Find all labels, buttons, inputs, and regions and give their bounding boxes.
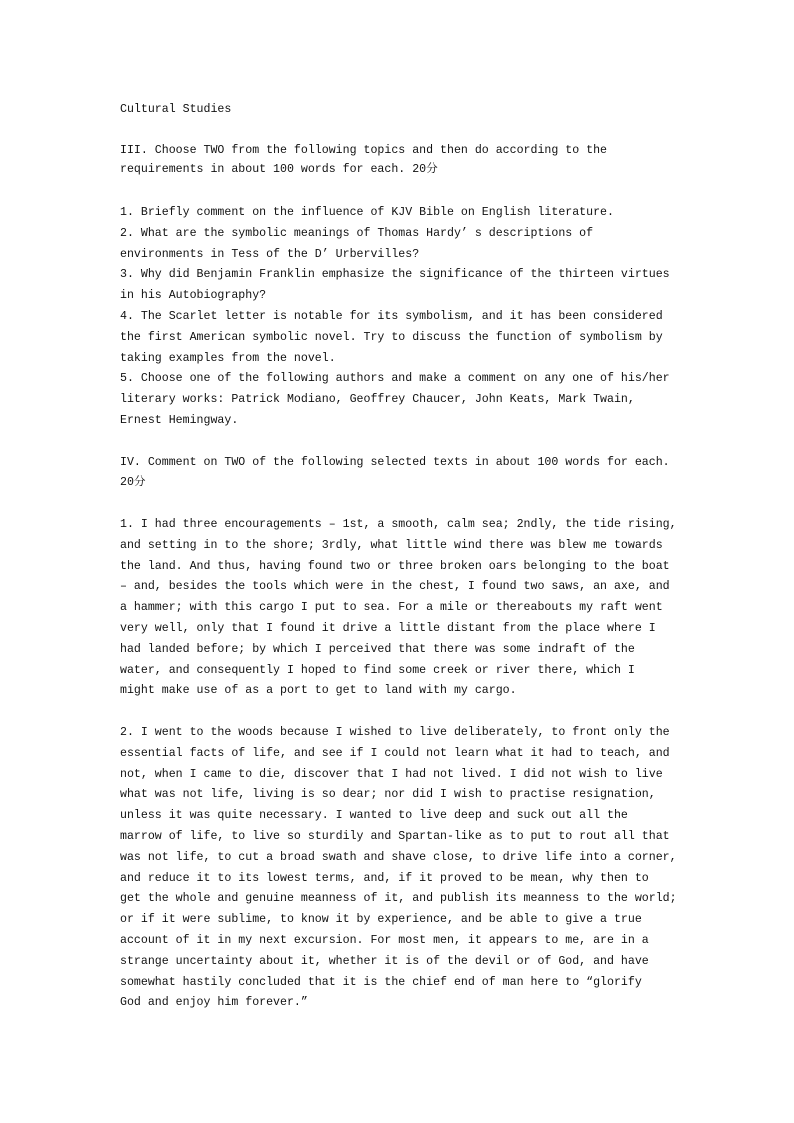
text2-line: unless it was quite necessary. I wanted to live deep and suck out all the [120,809,628,823]
text1-line: had landed before; by which I perceived that there was some indraft of the [120,642,635,656]
section-iv-heading-line-1: IV. Comment on TWO of the following selected texts in about 100 words for each. [120,455,670,469]
text2-line: somewhat hastily concluded that it is the chief end of man here to “glorify [120,975,642,989]
text1-line: the land. And thus, having found two or three broken oars belonging to the boat [120,559,670,573]
text1-line: water, and consequently I hoped to find some creek or river there, which I [120,663,635,677]
topic-line: literary works: Patrick Modiano, Geoffrey Chaucer, John Keats, Mark Twain, [120,393,635,407]
topic-line: 1. Briefly comment on the influence of KJV Bible on English literature. [120,206,614,219]
topic-line: 5. Choose one of the following authors and make a comment on any one of his/her [120,372,670,386]
topic-line: Ernest Hemingway. [120,414,239,427]
topic-line: 4. The Scarlet letter is notable for its symbolism, and it has been considered [120,310,663,323]
text2-line: what was not life, living is so dear; nor did I wish to practise resignation, [120,788,656,802]
section-iii-heading-line-1: III. Choose TWO from the following topics and then do according to the [120,144,608,157]
text2-line: account of it in my next excursion. For most men, it appears to me, are in a [120,934,649,947]
topic-line: 3. Why did Benjamin Franklin emphasize the significance of the thirteen virtues [120,268,670,282]
section-iv-heading-line-2: 20分 [120,476,146,490]
section-iii-heading-line-2: requirements in about 100 words for each. 20分 [120,163,438,176]
topic-line: in his Autobiography? [120,289,267,303]
text2-line: was not life, to cut a broad swath and shave close, to drive life into a corner, [120,850,677,864]
text1-line: a hammer; with this cargo I put to sea. For a mile or thereabouts my raft went [120,601,663,615]
text2-line: 2. I went to the woods because I wished to live deliberately, to front only the [120,726,670,739]
topic-line: the first American symbolic novel. Try to discuss the function of symbolism by [120,330,663,344]
topic-line: taking examples from the novel. [120,351,336,365]
text1-line: – and, besides the tools which were in the chest, I found two saws, an axe, and [120,580,670,594]
text2-line: strange uncertainty about it, whether it is of the devil or of God, and have [120,954,649,968]
text2-line: marrow of life, to live so sturdily and Spartan-like as to put to rout all that [120,830,670,843]
text1-line: very well, only that I found it drive a little distant from the place where I [120,622,656,635]
text2-line: not, when I came to die, discover that I had not lived. I did not wish to live [120,767,663,781]
document-title: Cultural Studies [120,103,232,116]
text1-line: might make use of as a port to get to land with my cargo. [120,684,517,698]
text1-line: 1. I had three encouragements – 1st, a smooth, calm sea; 2ndly, the tide rising, [120,518,677,531]
topic-line: 2. What are the symbolic meanings of Thomas Hardy’ s descriptions of [120,226,594,240]
text2-line: or if it were sublime, to know it by experience, and be able to give a true [120,913,642,927]
topic-line: environments in Tess of the D’ Urbervilles? [120,247,420,261]
text2-line: essential facts of life, and see if I could not learn what it had to teach, and [120,746,670,760]
text2-line: God and enjoy him forever.” [120,996,308,1010]
text2-line: and reduce it to its lowest terms, and, if it proved to be mean, why then to [120,871,649,885]
text1-line: and setting in to the shore; 3rdly, what little wind there was blew me towards [120,538,663,552]
text2-line: get the whole and genuine meanness of it, and publish its meanness to the world; [120,892,677,906]
